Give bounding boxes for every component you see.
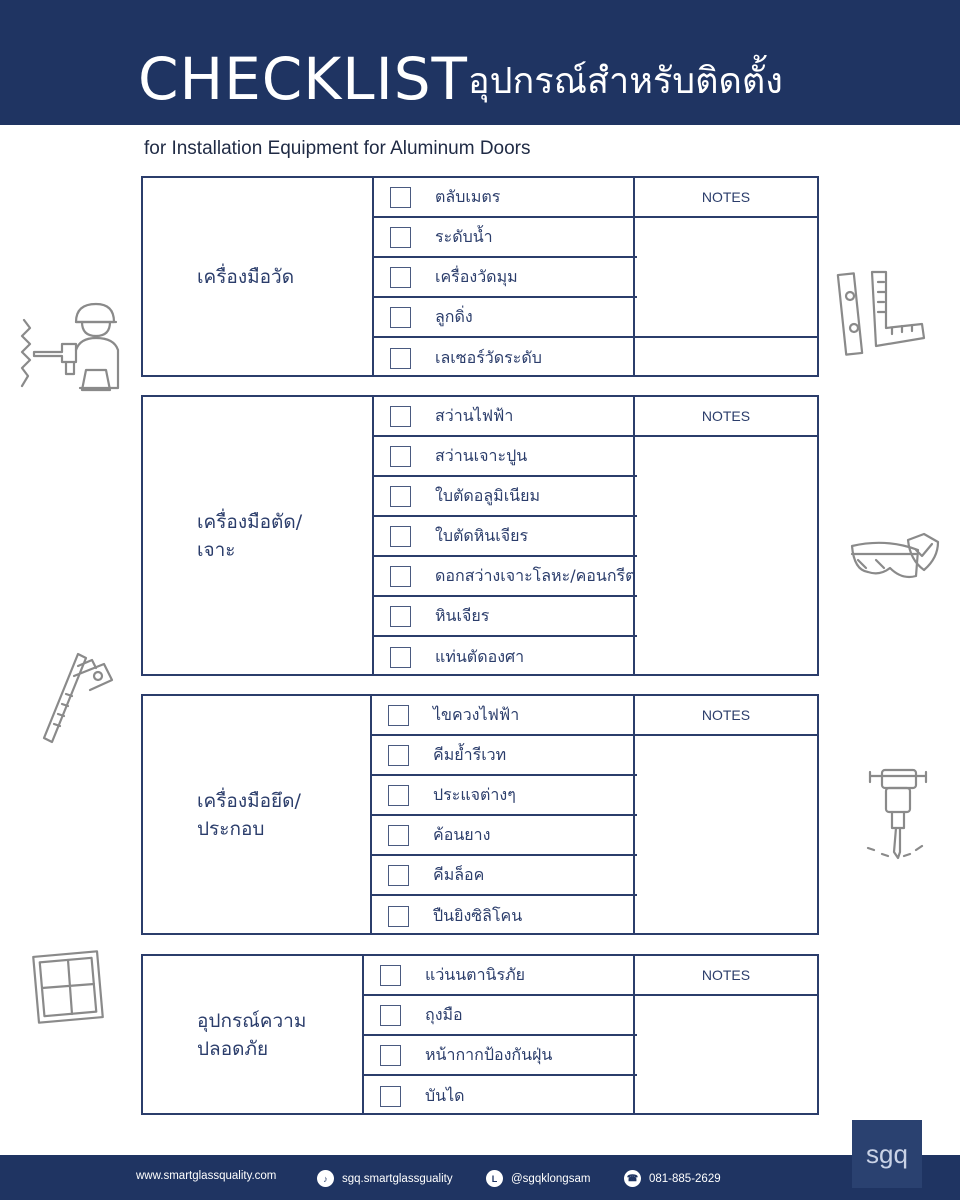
- checklist-row: [372, 896, 637, 936]
- notes-column: [633, 397, 817, 674]
- square-level-ruler-icon: [836, 266, 932, 358]
- checklist-row: [374, 218, 637, 258]
- checkbox[interactable]: [390, 566, 411, 587]
- checklist-row: [374, 178, 637, 218]
- header-banner: [0, 0, 960, 125]
- safety-goggles-icon: [846, 530, 942, 590]
- category-cell: [143, 696, 372, 933]
- footer-tiktok[interactable]: [317, 1170, 453, 1187]
- category-label: [143, 508, 302, 564]
- line-text: @sgqklongsam: [511, 1172, 591, 1185]
- checklist-row: [372, 856, 637, 896]
- section-cutting-drilling-tools: [141, 395, 819, 676]
- footer-line[interactable]: [486, 1170, 590, 1187]
- checkbox[interactable]: [388, 745, 409, 766]
- category-cell: [143, 397, 374, 674]
- checkbox[interactable]: [390, 307, 411, 328]
- checklist-row: [374, 597, 637, 637]
- item-label: สว่านเจาะปูน: [435, 445, 528, 465]
- checkbox[interactable]: [380, 1045, 401, 1066]
- item-label: สว่านไฟฟ้า: [435, 405, 514, 425]
- item-label: หน้ากากป้องกันฝุ่น: [425, 1044, 553, 1064]
- category-line-1: เครื่องมือตัด/: [197, 510, 303, 533]
- item-label: ใบตัดหินเจียร: [435, 525, 529, 545]
- checkbox[interactable]: [390, 647, 411, 668]
- category-cell: [143, 956, 364, 1113]
- item-label: ถุงมือ: [425, 1004, 463, 1024]
- checkbox[interactable]: [388, 825, 409, 846]
- category-line-2: ปลอดภัย: [197, 1037, 269, 1060]
- checkbox[interactable]: [390, 526, 411, 547]
- item-label: ลูกดิ่ง: [435, 306, 473, 326]
- checklist-row: [374, 298, 637, 338]
- footer-website[interactable]: [136, 1170, 276, 1182]
- item-label: ตลับเมตร: [435, 186, 501, 206]
- checkbox[interactable]: [390, 227, 411, 248]
- jackhammer-icon: [860, 766, 932, 864]
- item-label: ดอกสว่างเจาะโลหะ/คอนกรีต: [435, 565, 636, 585]
- checkbox[interactable]: [388, 705, 409, 726]
- website-text: www.smartglassquality.com: [136, 1170, 277, 1182]
- item-label: ระดับน้ำ: [435, 226, 493, 246]
- checklist-row: [372, 696, 637, 736]
- checkbox[interactable]: [390, 446, 411, 467]
- title-english: CHECKLIST: [138, 45, 468, 113]
- checklist-row: [364, 1076, 637, 1116]
- category-line-1: อุปกรณ์ความ: [197, 1009, 307, 1032]
- checklist-row: [374, 637, 637, 677]
- item-label: เลเซอร์วัดระดับ: [435, 347, 542, 367]
- item-label: แท่นตัดองศา: [435, 646, 525, 666]
- checkbox[interactable]: [390, 348, 411, 369]
- item-label: บันได: [425, 1085, 465, 1105]
- window-frame-icon: [30, 948, 110, 1028]
- category-cell: [143, 178, 374, 375]
- checkbox[interactable]: [388, 906, 409, 927]
- title-thai: อุปกรณ์สำหรับติดตั้ง: [468, 61, 783, 102]
- checklist-row: [374, 557, 637, 597]
- section-measuring-tools: [141, 176, 819, 377]
- item-label: ไขควงไฟฟ้า: [433, 704, 520, 724]
- category-label: [143, 1007, 306, 1063]
- notes-column: [633, 956, 817, 1113]
- notes-divider: [635, 336, 817, 338]
- item-label: ปืนยิงซิลิโคน: [433, 905, 523, 925]
- checklist-row: [372, 816, 637, 856]
- item-label: ประแจต่างๆ: [433, 784, 516, 804]
- notes-header: NOTES: [635, 397, 817, 437]
- item-label: ค้อนยาง: [433, 824, 491, 844]
- item-label: คีมย้ำรีเวท: [433, 744, 507, 764]
- checklist-row: [372, 776, 637, 816]
- tiktok-icon: ♪: [317, 1170, 334, 1187]
- notes-header: NOTES: [635, 696, 817, 736]
- item-label: แว่นนตานิรภัย: [425, 964, 525, 984]
- section-safety-equipment: [141, 954, 819, 1115]
- notes-column: [633, 696, 817, 933]
- item-label: เครื่องวัดมุม: [435, 266, 518, 286]
- checklist-row: [364, 996, 637, 1036]
- caliper-icon: [34, 646, 118, 744]
- checklist-row: [374, 258, 637, 298]
- notes-header: NOTES: [635, 178, 817, 218]
- category-line-2: เจาะ: [197, 538, 236, 561]
- checkbox[interactable]: [380, 965, 401, 986]
- checklist-row: [374, 477, 637, 517]
- checklist-row: [364, 1036, 637, 1076]
- checklist-row: [374, 437, 637, 477]
- sgq-logo: sgq: [852, 1120, 922, 1188]
- checkbox[interactable]: [390, 187, 411, 208]
- checklist-row: [374, 397, 637, 437]
- phone-icon: ☎: [624, 1170, 641, 1187]
- checklist-row: [372, 736, 637, 776]
- checkbox[interactable]: [390, 406, 411, 427]
- line-icon: L: [486, 1170, 503, 1187]
- category-label: เครื่องมือวัด: [197, 265, 295, 288]
- checkbox[interactable]: [380, 1086, 401, 1107]
- checklist-row: [374, 338, 637, 378]
- item-label: ใบตัดอลูมิเนียม: [435, 485, 541, 505]
- category-label: [143, 787, 301, 843]
- checkbox[interactable]: [390, 267, 411, 288]
- item-label: หินเจียร: [435, 605, 490, 625]
- notes-header: NOTES: [635, 956, 817, 996]
- checkbox[interactable]: [390, 486, 411, 507]
- checkbox[interactable]: [388, 865, 409, 886]
- notes-column: [633, 178, 817, 375]
- checkbox[interactable]: [388, 785, 409, 806]
- checklist-row: [374, 517, 637, 557]
- tiktok-text: sgq.smartglassguality: [342, 1172, 453, 1185]
- item-label: คีมล็อค: [433, 864, 485, 884]
- worker-drill-icon: [16, 300, 124, 396]
- category-line-2: ประกอบ: [197, 817, 265, 840]
- category-line-1: เครื่องมือยึด/: [197, 789, 301, 812]
- checkbox[interactable]: [380, 1005, 401, 1026]
- subtitle: for Installation Equipment for Aluminum Doors: [144, 138, 531, 159]
- footer-phone[interactable]: [624, 1170, 721, 1187]
- checkbox[interactable]: [390, 606, 411, 627]
- section-fastening-tools: [141, 694, 819, 935]
- checklist-row: [364, 956, 637, 996]
- phone-text: 081-885-2629: [649, 1172, 721, 1185]
